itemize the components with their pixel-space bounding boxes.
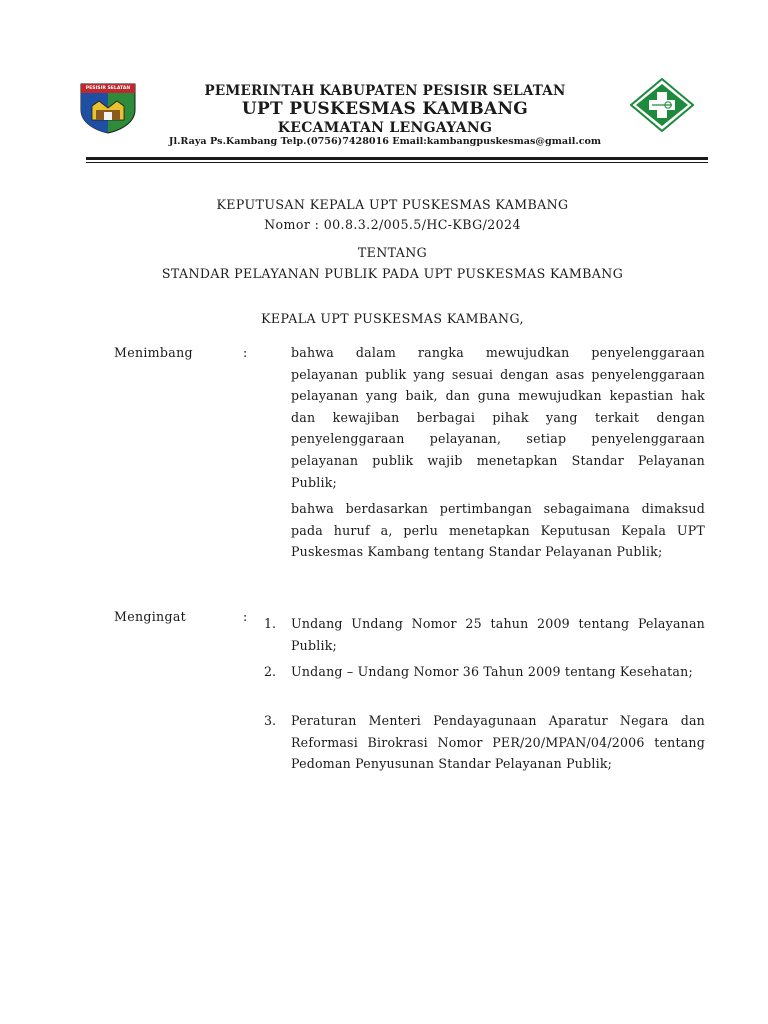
menimbang-item: bahwa dalam rangka mewujudkan penyelenggaraan pelayanan publik yang sesuai dengan asas penyelenggaraan pelayanan yang baik, dan guna mewujudkan kepastian hak dan kewajiban berbagai pihak yang terkait dengan penyelenggaraan pelayanan, setiap penyelenggaraan pelayanan publik wajib menetapkan Standar Pelayanan Publik;	[291, 345, 705, 490]
mengingat-item: Undang – Undang Nomor 36 Tahun 2009 tentang Kesehatan;	[291, 664, 693, 679]
mengingat-item: Undang Undang Nomor 25 tahun 2009 tentang Pelayanan Publik;	[291, 616, 705, 653]
mengingat-item: Peraturan Menteri Pendayagunaan Aparatur Negara dan Reformasi Birokrasi Nomor PER/20/MPAN/04/2006 tentang Pedoman Penyusunan Standar Pelayanan Publik;	[291, 713, 705, 772]
decree-title: KEPUTUSAN KEPALA UPT PUSKESMAS KAMBANG	[216, 197, 569, 212]
mengingat-item-number: 3.	[264, 713, 277, 728]
letterhead-contact: Jl.Raya Ps.Kambang Telp.(0756)7428016 Email:kambangpuskesmas@gmail.com	[168, 136, 602, 147]
puskesmas-cross-icon	[630, 78, 694, 132]
mengingat-colon: :	[243, 609, 248, 624]
decree-issuer: KEPALA UPT PUSKESMAS KAMBANG,	[261, 311, 524, 326]
mengingat-item-number: 2.	[264, 664, 277, 679]
letterhead-rule-thin	[86, 162, 708, 163]
letterhead-district: KECAMATAN LENGAYANG	[277, 120, 493, 136]
crest-text: PESISIR SELATAN	[85, 86, 131, 91]
menimbang-item: bahwa berdasarkan pertimbangan sebagaimana dimaksud pada huruf a, perlu menetapkan Keputusan Kepala UPT Puskesmas Kambang tentang Standar Pelayanan Publik;	[291, 501, 705, 560]
letterhead-institution: UPT PUSKESMAS KAMBANG	[241, 99, 529, 119]
decree-number: Nomor : 00.8.3.2/005.5/HC-KBG/2024	[264, 217, 521, 232]
decree-about-label: TENTANG	[357, 245, 428, 260]
mengingat-label: Mengingat	[114, 609, 186, 624]
menimbang-colon: :	[243, 345, 248, 360]
letterhead-government: PEMERINTAH KABUPATEN PESISIR SELATAN	[204, 83, 566, 99]
decree-subject: STANDAR PELAYANAN PUBLIK PADA UPT PUSKESMAS KAMBANG	[161, 266, 624, 281]
regency-crest-icon	[78, 80, 138, 134]
menimbang-label: Menimbang	[114, 345, 193, 360]
letterhead-rule	[86, 157, 708, 160]
mengingat-item-number: 1.	[264, 616, 277, 631]
